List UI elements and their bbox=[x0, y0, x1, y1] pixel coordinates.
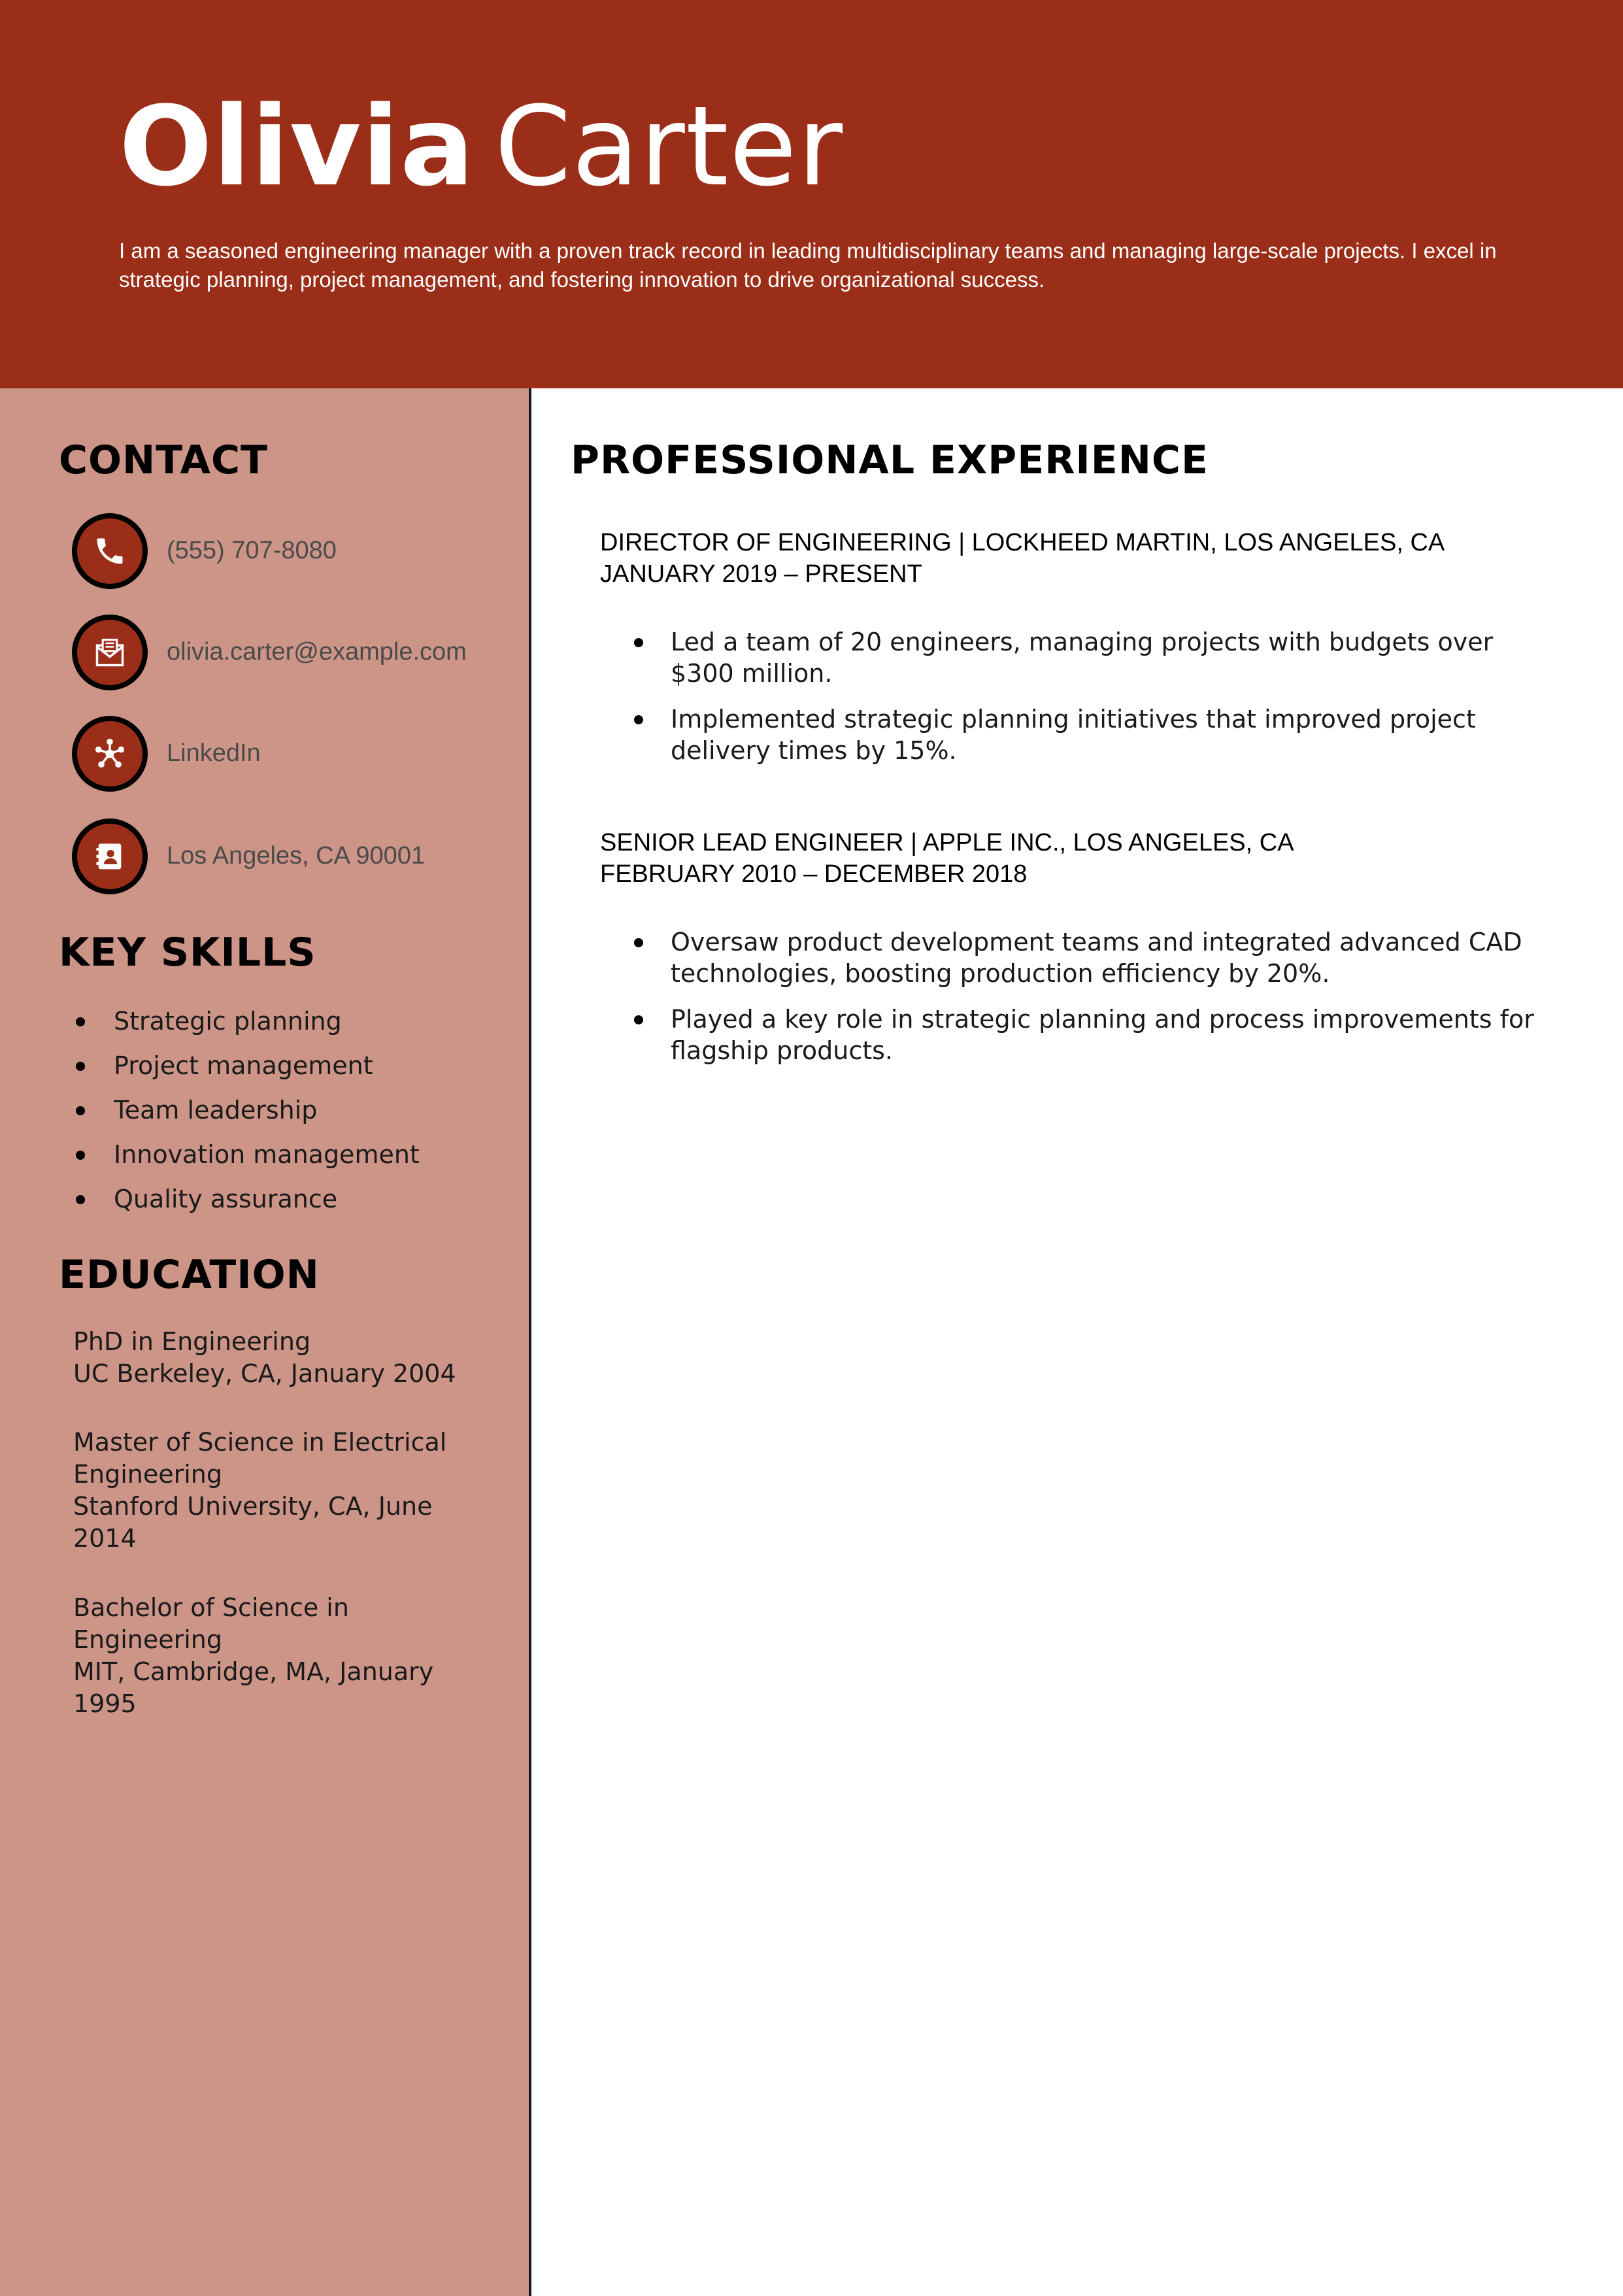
profile-summary: I am a seasoned engineering manager with a proven track record in leading multidisciplinary teams and managing large-scale projects. I excel in strategic planning, project management, and fostering innovation to drive organizational success. bbox=[119, 239, 1497, 292]
job-dates: JANUARY 2019 – PRESENT bbox=[600, 560, 922, 588]
candidate-name bbox=[119, 82, 844, 211]
job-title: DIRECTOR OF ENGINEERING | LOCKHEED MARTIN, LOS ANGELES, CA bbox=[600, 529, 1445, 556]
phone-icon bbox=[72, 513, 148, 589]
header-banner bbox=[0, 0, 1623, 388]
education-entry bbox=[73, 1427, 478, 1555]
school: Stanford University, CA, June 2014 bbox=[73, 1492, 433, 1553]
last-name: Carter bbox=[494, 82, 844, 211]
skills-heading: KEY SKILLS bbox=[59, 930, 316, 975]
contact-phone bbox=[72, 513, 516, 589]
job-bullets bbox=[600, 926, 1548, 1066]
mail-icon bbox=[72, 615, 148, 690]
contact-heading: CONTACT bbox=[59, 437, 268, 483]
experience-heading: PROFESSIONAL EXPERIENCE bbox=[571, 437, 1209, 483]
degree: Bachelor of Science in Engineering bbox=[73, 1593, 349, 1654]
list-item: Led a team of 20 engineers, managing projects with budgets over $300 million. bbox=[600, 626, 1548, 689]
list-item: Oversaw product development teams and integrated advanced CAD technologies, boosting production efficiency by 20%. bbox=[600, 926, 1548, 989]
job-title: SENIOR LEAD ENGINEER | APPLE INC., LOS ANGELES, CA bbox=[600, 829, 1294, 856]
job-dates: FEBRUARY 2010 – DECEMBER 2018 bbox=[600, 860, 1028, 888]
school: MIT, Cambridge, MA, January 1995 bbox=[73, 1657, 434, 1718]
linkedin-link[interactable]: LinkedIn bbox=[167, 739, 261, 767]
degree: Master of Science in Electrical Engineering bbox=[73, 1428, 447, 1489]
job-bullets bbox=[600, 626, 1548, 766]
first-name: Olivia bbox=[119, 82, 475, 211]
list-item: Strategic planning bbox=[59, 999, 420, 1043]
school: UC Berkeley, CA, January 2004 bbox=[73, 1359, 456, 1388]
skills-list bbox=[59, 999, 420, 1221]
education-heading: EDUCATION bbox=[59, 1252, 320, 1298]
network-icon bbox=[72, 716, 148, 792]
education-entry bbox=[73, 1592, 478, 1720]
list-item: Played a key role in strategic planning and process improvements for flagship products. bbox=[600, 1004, 1548, 1066]
location: Los Angeles, CA 90001 bbox=[167, 842, 426, 869]
list-item: Innovation management bbox=[59, 1132, 420, 1177]
address-book-icon bbox=[72, 819, 148, 894]
contact-email bbox=[72, 615, 516, 690]
contact-linkedin bbox=[72, 716, 516, 792]
job-entry bbox=[600, 527, 1548, 781]
email-address[interactable]: olivia.carter@example.com bbox=[167, 638, 467, 666]
phone-number[interactable]: (555) 707-8080 bbox=[167, 537, 337, 564]
contact-address bbox=[72, 819, 516, 894]
degree: PhD in Engineering bbox=[73, 1327, 311, 1356]
list-item: Team leadership bbox=[59, 1088, 420, 1132]
job-entry bbox=[600, 827, 1548, 1081]
list-item: Quality assurance bbox=[59, 1177, 420, 1221]
education-entry bbox=[73, 1326, 478, 1390]
list-item: Project management bbox=[59, 1043, 420, 1088]
list-item: Implemented strategic planning initiatives that improved project delivery times by 15%. bbox=[600, 703, 1548, 766]
